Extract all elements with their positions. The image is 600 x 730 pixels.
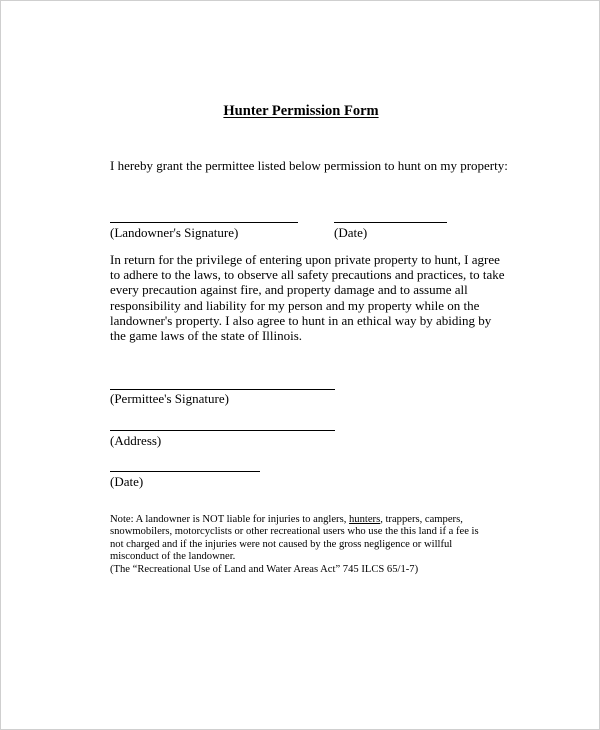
landowner-date-line[interactable] (334, 222, 447, 223)
landowner-signature-line[interactable] (110, 222, 298, 223)
liability-note (110, 514, 510, 576)
note-line: snowmobilers, motorcyclists or other recreational users who use the this land if a fee is (110, 526, 479, 538)
agreement-line: responsibility and liability for my person and my property while on the (110, 297, 480, 313)
agreement-line: the game laws of the state of Illinois. (110, 328, 303, 344)
permittee-address-line[interactable] (110, 430, 335, 431)
form-title-text: Hunter Permission Form (223, 103, 379, 119)
agreement-line: every precaution against fire, and property damage and to assume all (110, 282, 468, 298)
permittee-signature-line[interactable] (110, 389, 335, 390)
statute-citation: (The “Recreational Use of Land and Water Areas Act” 745 ILCS 65/1-7) (110, 563, 419, 575)
permittee-signature-label: (Permittee's Signature) (110, 391, 229, 406)
note-line1-before: Note: A landowner is NOT liable for injuries to anglers, (110, 514, 349, 525)
agreement-line: to adhere to the laws, to observe all safety precautions and practices, to take (110, 267, 505, 283)
landowner-date-label: (Date) (334, 225, 368, 240)
form-title (1, 102, 600, 120)
permittee-address-label: (Address) (110, 433, 162, 448)
permittee-date-line[interactable] (110, 471, 260, 472)
agreement-line: landowner's property. I also agree to hunt in an ethical way by abiding by (110, 312, 492, 328)
agreement-line: In return for the privilege of entering upon private property to hunt, I agree (110, 252, 500, 267)
note-line (110, 514, 510, 526)
grant-statement: I hereby grant the permittee listed below permission to hunt on my property: (110, 158, 508, 173)
hunters-link[interactable]: hunters (349, 514, 381, 525)
landowner-signature-label: (Landowner's Signature) (110, 225, 239, 240)
note-line: not charged and if the injuries were not caused by the gross negligence or willful (110, 538, 453, 550)
agreement-paragraph (110, 252, 510, 343)
permittee-date-label: (Date) (110, 474, 144, 489)
note-line1-after: , trappers, campers, (380, 514, 463, 525)
note-line: misconduct of the landowner. (110, 551, 236, 563)
